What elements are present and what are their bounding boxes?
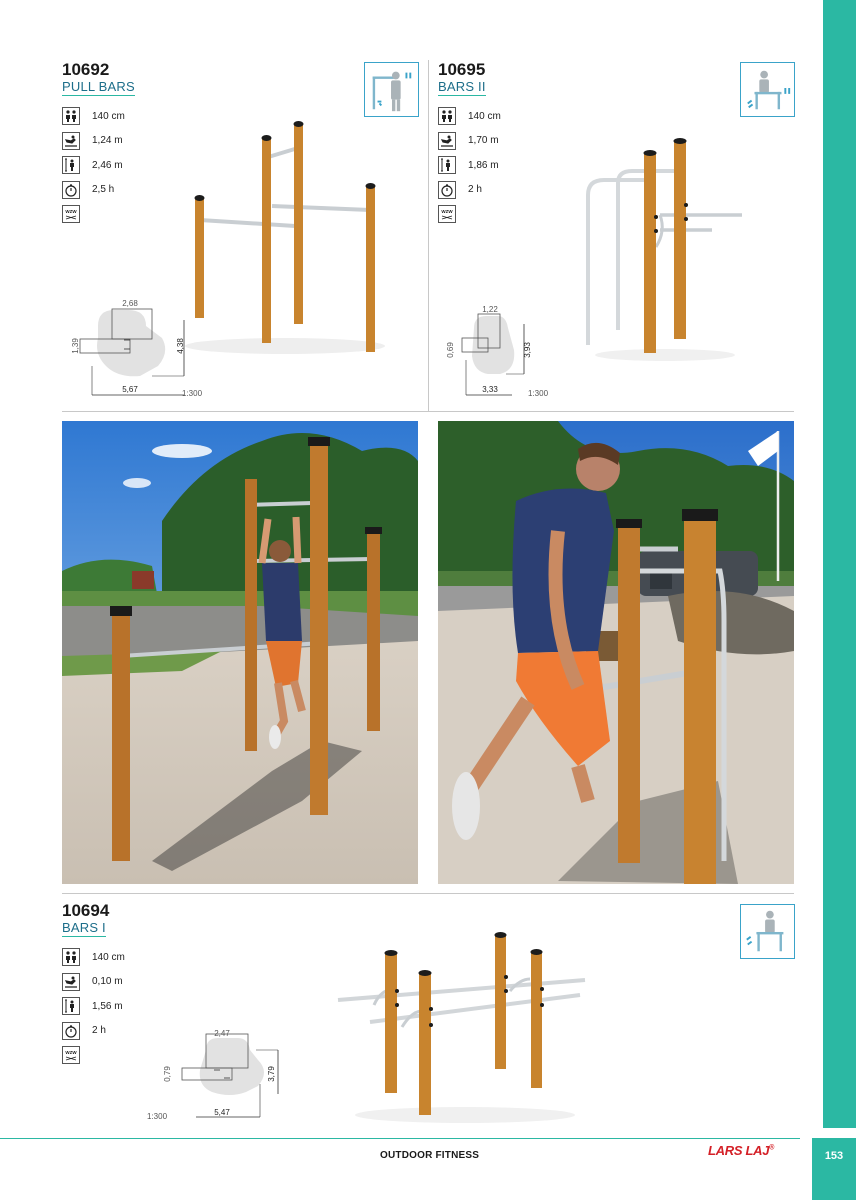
- spec-row-user-height: [62, 994, 125, 1019]
- fall-height-icon: [62, 132, 80, 150]
- spec-row-wzw: [438, 202, 501, 227]
- dimension-drawing: [444, 300, 544, 400]
- user-height-icon: [62, 156, 80, 174]
- brand-name: LARS LAJ: [708, 1143, 770, 1158]
- spec-value: 140 cm: [468, 110, 501, 122]
- fall-height-icon: [62, 973, 80, 991]
- bars-i-render: [330, 925, 595, 1125]
- spec-list: [62, 945, 125, 1068]
- spec-row-fall-height: [438, 129, 501, 154]
- svg-text:2,68: 2,68: [122, 299, 138, 308]
- children-age-icon: [438, 107, 456, 125]
- spec-value: 1,86 m: [468, 159, 499, 171]
- installation-time-icon: [62, 181, 80, 199]
- spec-row-fall-height: [62, 129, 125, 154]
- wzw-icon: [62, 1046, 80, 1064]
- spec-list: [62, 104, 125, 227]
- spec-row-installation-time: [62, 178, 125, 203]
- product-name: BARS I: [62, 920, 106, 935]
- svg-text:WZW: WZW: [65, 1050, 77, 1056]
- svg-text:1,39: 1,39: [71, 338, 80, 354]
- wzw-icon: [438, 205, 456, 223]
- spec-value: 2,46 m: [92, 159, 123, 171]
- children-age-icon: [62, 948, 80, 966]
- spec-value: 2 h: [468, 184, 482, 196]
- user-height-icon: [62, 997, 80, 1015]
- svg-text:3,93: 3,93: [523, 342, 532, 358]
- brand-logo: [708, 1143, 774, 1158]
- page-number: 153: [824, 1150, 844, 1162]
- spec-row-installation-time: [438, 178, 501, 203]
- spec-value: 140 cm: [92, 951, 125, 963]
- scale-label: 1:300: [147, 1112, 168, 1121]
- scale-label: 1:300: [528, 389, 549, 398]
- wzw-icon: [62, 205, 80, 223]
- side-color-band: [823, 0, 856, 1128]
- section-title: OUTDOOR FITNESS: [380, 1150, 480, 1161]
- section-divider: [62, 411, 794, 412]
- dip-user-icon: [741, 905, 794, 958]
- svg-text:4,38: 4,38: [176, 338, 185, 354]
- product-code: 10694: [62, 901, 110, 920]
- spec-value: 0,10 m: [92, 976, 123, 988]
- spec-row-user-height: [62, 153, 125, 178]
- spec-row-installation-time: [62, 1019, 125, 1044]
- svg-text:5,47: 5,47: [214, 1108, 230, 1117]
- dimension-drawing: [160, 1024, 290, 1124]
- svg-text:5,67: 5,67: [122, 385, 138, 394]
- spec-row-wzw: [62, 1043, 125, 1068]
- children-age-icon: [62, 107, 80, 125]
- svg-text:3,79: 3,79: [267, 1066, 276, 1082]
- scale-label: 1:300: [182, 389, 203, 398]
- section-divider: [62, 893, 794, 894]
- product-name: BARS II: [438, 79, 486, 94]
- page-number-box: [812, 1138, 856, 1200]
- pull-bars-render: [180, 110, 390, 360]
- svg-text:WZW: WZW: [65, 209, 77, 215]
- footer-rule: [0, 1138, 800, 1139]
- user-age-pictogram: [364, 62, 419, 117]
- spec-row-wzw: [62, 202, 125, 227]
- spec-value: 2,5 h: [92, 184, 115, 196]
- spec-row-age: [62, 945, 125, 970]
- spec-value: 1,70 m: [468, 135, 499, 147]
- user-height-icon: [438, 156, 456, 174]
- spec-row-user-height: [438, 153, 501, 178]
- spec-value: 1,56 m: [92, 1000, 123, 1012]
- svg-text:3,33: 3,33: [482, 385, 498, 394]
- svg-text:1,22: 1,22: [482, 305, 498, 314]
- spec-row-fall-height: [62, 970, 125, 995]
- installation-time-icon: [438, 181, 456, 199]
- product-code: 10692: [62, 60, 110, 79]
- registered-mark: ®: [769, 1144, 775, 1152]
- spec-value: 1,24 m: [92, 135, 123, 147]
- svg-text:0,69: 0,69: [446, 342, 455, 358]
- spec-row-age: [62, 104, 125, 129]
- svg-text:WZW: WZW: [441, 209, 453, 215]
- pullup-users-icon: [365, 63, 418, 116]
- user-age-pictogram: [740, 904, 795, 959]
- svg-text:2,47: 2,47: [214, 1029, 230, 1038]
- column-divider: [428, 60, 429, 412]
- spec-list: [438, 104, 501, 227]
- dimension-drawing: [70, 296, 203, 400]
- spec-value: 2 h: [92, 1025, 106, 1037]
- pull-bars-photo: [62, 421, 418, 884]
- installation-time-icon: [62, 1022, 80, 1040]
- user-age-pictogram: [740, 62, 795, 117]
- svg-text:0,79: 0,79: [163, 1066, 172, 1082]
- dip-user-icon: [741, 63, 794, 116]
- fall-height-icon: [438, 132, 456, 150]
- spec-value: 140 cm: [92, 110, 125, 122]
- product-name: PULL BARS: [62, 79, 135, 94]
- bars-ii-photo: [438, 421, 794, 884]
- product-code: 10695: [438, 60, 486, 79]
- spec-row-age: [438, 104, 501, 129]
- bars-ii-render: [580, 135, 750, 365]
